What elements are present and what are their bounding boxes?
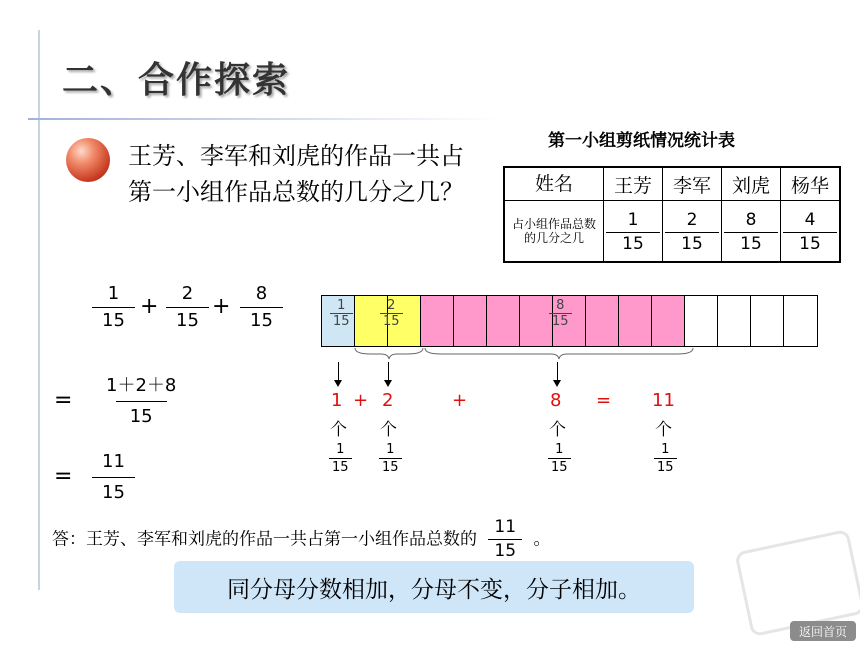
bullet-ball-icon (66, 138, 110, 182)
fraction-1: $\frac{1}{15}$ (92, 284, 135, 330)
equals-sign: = (54, 388, 73, 413)
fraction: $\frac{8}{15}$ (724, 212, 778, 253)
answer-fraction: $\frac{11}{15}$ (488, 519, 522, 560)
bar-cell (421, 296, 454, 346)
fraction: $\frac{2}{15}$ (665, 212, 719, 253)
equals-sign: = (596, 390, 612, 411)
arrow-line (557, 362, 558, 382)
fraction: $\frac{1}{15}$ (606, 212, 660, 253)
fraction-3: $\frac{8}{15}$ (240, 284, 283, 330)
unit-fraction: $\frac{1}{15}$ (654, 442, 677, 474)
count-2: 2 (382, 390, 394, 411)
plus-sign: + (140, 294, 159, 319)
question-text: 王芳、李军和刘虎的作品一共占第一小组作品总数的几分之几？ (128, 142, 464, 206)
bar-cell (652, 296, 685, 346)
plus-sign: + (452, 390, 468, 411)
equals-sign: = (54, 464, 73, 489)
unit-word: 个 (330, 420, 347, 440)
statistics-table (503, 166, 841, 263)
bar-cell (619, 296, 652, 346)
bar-cell (751, 296, 784, 346)
unit-fraction: $\frac{1}{15}$ (548, 442, 571, 474)
title-underline (28, 118, 498, 120)
plus-sign: + (353, 390, 369, 411)
left-decor-line (38, 30, 40, 590)
count-3: 8 (550, 390, 562, 411)
answer-text: 答：王芳、李军和刘虎的作品一共占第一小组作品总数的 (52, 529, 477, 550)
arrow-down-icon (553, 380, 561, 387)
table-caption: 第一小组剪纸情况统计表 (548, 131, 735, 151)
rule-note: 同分母分数相加，分母不变，分子相加。 (174, 561, 694, 613)
bar-cell (784, 296, 817, 346)
fraction: $\frac{4}{15}$ (783, 212, 837, 253)
unit-word: 个 (380, 420, 397, 440)
answer-end: 。 (533, 529, 551, 550)
table-fraction-row (504, 201, 840, 263)
count-1: 1 (331, 390, 343, 411)
bar-cell (586, 296, 619, 346)
bar-cell (487, 296, 520, 346)
bar-label-2: $\frac{2}{15}$ (380, 298, 403, 328)
fraction-2: $\frac{2}{15}$ (166, 284, 209, 330)
plus-sign: + (212, 294, 231, 319)
name-cell: 刘虎 (722, 167, 781, 201)
name-cell: 王芳 (604, 167, 663, 201)
unit-word: 个 (549, 420, 566, 440)
bar-cell (718, 296, 751, 346)
table-header-row (504, 167, 840, 201)
combined-fraction: $\frac{1+2+8}{15}$ (106, 375, 177, 427)
home-button[interactable]: 返回首页 (790, 621, 856, 641)
unit-word: 个 (655, 420, 672, 440)
arrow-line (338, 362, 339, 382)
arrow-line (388, 362, 389, 382)
name-cell: 李军 (663, 167, 722, 201)
arrow-down-icon (334, 380, 342, 387)
row-label: 占小组作品总数的几分之几 (504, 201, 604, 263)
unit-fraction: $\frac{1}{15}$ (329, 442, 352, 474)
bar-cell (454, 296, 487, 346)
bar-cell (685, 296, 718, 346)
bar-label-3: $\frac{8}{15}$ (549, 298, 572, 328)
bar-label-1: $\frac{1}{15}$ (330, 298, 353, 328)
page-title: 二、合作探索 (62, 60, 291, 101)
result-fraction: $\frac{11}{15}$ (92, 452, 135, 502)
segment-braces (321, 346, 701, 360)
arrow-down-icon (384, 380, 392, 387)
unit-fraction: $\frac{1}{15}$ (379, 442, 402, 474)
answer-line (52, 519, 550, 560)
count-total: 11 (652, 390, 675, 411)
name-cell: 杨华 (781, 167, 841, 201)
name-header: 姓名 (504, 167, 604, 201)
